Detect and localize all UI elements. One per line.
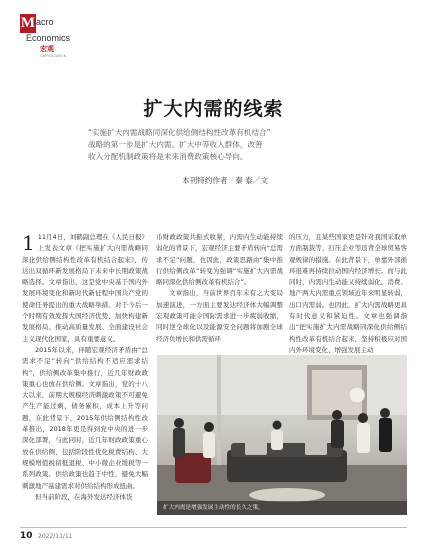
section-word-macro: acro [36,17,54,27]
section-word-economics: Economics [26,33,71,43]
deck-line-2: 战略的第一步是扩大内需。扩大中等收入群体，改善 [88,140,263,149]
article-deck [88,127,406,163]
issue-date: 2022/11/11 [38,533,73,540]
photo-caption: 扩大内需是增强发展主动性的长久之策。 [163,505,264,511]
page-number: 10 [20,531,33,541]
body-paragraph-2: 2015年以来，伴随宏观经济矛盾由“总需求不足”转向“供给结构不适应需求结构”，供给侧改革集中推行，近几年财政政策重心也放在供给侧。文章指出，党的十八大以来，前期大规模经济刺激政策不可避免产生产能过剩、债务累积、成本上升等问题，在此背景下，2015年供给侧结构性改革推出，2018年更是得到党中央的进一步深化部署，与此同时，近几年财政政策重心放在供给侧，包括阶段性优化税费结构、大规模增值税留抵退税、中小微企业缓税等一系列政策。供给政策也趋于中性，避免大幅刺激地产基建需求对供给结构形成扭曲。 [22,345,148,490]
article-author: 本刊特约作者 秦 泰／文 [182,176,268,185]
deck-line-1: “实施扩大内需战略同深化供给侧结构性改革有机结合” [88,128,271,137]
photo-caption-bar [157,501,407,515]
article-photo [157,355,407,515]
deck-line-3: 收入分配机制政策将是未来消费政策核心导向。 [88,152,248,161]
body-column-3 [289,232,407,356]
section-tag [20,14,80,62]
body-paragraph-3: 但当前阶段，在海外发达经济体货 [35,492,133,501]
body-column-1 [22,232,148,503]
section-initial: M [20,15,36,31]
showroom-illustration [157,355,407,515]
section-word-chinese: 宏观 [40,45,54,53]
dropcap: 1 [22,231,35,255]
body-paragraph-4: 币财政政策共振式收紧，内需内生动能持续弱化的背景下，宏观经济主要矛盾转向“总需求不足”问题，也因此，政策思路由“集中推行供给侧改革”转变为强调“实施扩大内需战略同深化供给侧改革有机结合”。 [156,233,283,287]
body-paragraph-5: 文章指出，当前世界百年未有之大变局加速演进，一方面主要发达经济体大幅调整宏观政策可能令国际需求进一步疲弱收缩，同时逆全球化以及能源安全问题将加剧全球经济负增长和供需循环 [156,289,283,343]
body-column-2 [156,232,283,345]
body-paragraph-1-text: 11月4日，刘鹤副总理在《人民日报》上发表文章《把实施扩大内需战略同深化供给侧结构性改革有机结合起来》，传达出双循环新发展格局下未来中长期政策战略选择。文章指出，这是党中央基于国内外发展环境变化和新时代新征程中国共产党的使命任务提出的重大战略举措。对于今后一个时期有效发挥大国经济优势、加快构建新发展格局、推动高质量发展、全面建设社会主义现代化国家，具有重要意义。 [22,233,148,343]
body-paragraph-6: 的压力，且某些国家更是针对我国采取单方面制裁等、打压企业等违背全球贸易客观规律的措施。在此背景下，单靠外部循环很难再持续拉动国内经济增长。而与此同时，内需内生动能又持续弱化。消费、地产两大内需重点领域近年来明显转弱，出口内需弱。也因此，扩大内需战略更具有时代意义和紧迫性。文章也强调指出“把实施扩大内需战略同深化供给侧结构性改革有机结合起来，坚持积极应对国内外环境变化、增强发展主动 [289,233,407,354]
footer-rule [20,527,407,528]
section-word-sub: CAPITALWEEK [40,54,67,58]
article-title: 扩大内需的线索 [143,98,284,120]
body-paragraph-1 [22,232,148,345]
